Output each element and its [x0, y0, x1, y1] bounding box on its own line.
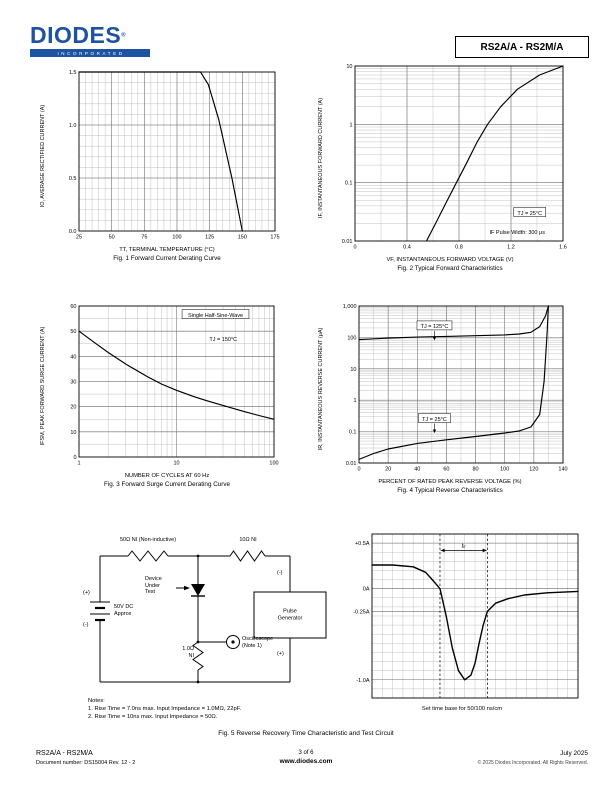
svg-text:0.1: 0.1 — [348, 429, 357, 436]
label-supply-minus: (-) — [83, 622, 89, 628]
label-10ohm: 10Ω NI — [239, 537, 257, 543]
label-pg-plus: (+) — [277, 651, 284, 657]
figure-3 — [38, 300, 285, 488]
fig2-y-axis-label: IF, INSTANTANEOUS FORWARD CURRENT (A) — [318, 97, 324, 219]
label-pulse-generator: Pulse Generator — [277, 608, 303, 621]
note-1: 1. Rise Time = 7.0ns max. Input Impedance = 1.0MΩ, 22pF. — [88, 705, 242, 712]
svg-text:40: 40 — [70, 354, 77, 361]
svg-text:50: 50 — [108, 234, 115, 241]
figure-4 — [316, 300, 573, 494]
logo-wordmark: DIODES — [30, 22, 122, 48]
svg-text:TJ = 125°C: TJ = 125°C — [420, 324, 449, 331]
fig5-waveform-plot — [342, 530, 582, 702]
svg-text:1.2: 1.2 — [507, 244, 515, 251]
svg-text:tᵣᵣ: tᵣᵣ — [461, 543, 466, 550]
footer-page-number: 3 of 6 — [298, 750, 314, 756]
svg-text:-1.0A: -1.0A — [356, 677, 370, 684]
svg-text:100: 100 — [347, 335, 357, 342]
svg-text:150: 150 — [237, 234, 247, 241]
svg-text:0: 0 — [73, 455, 77, 461]
label-device-under-test: Device Under Test — [145, 576, 162, 596]
svg-text:1.6: 1.6 — [559, 244, 567, 251]
resistor-1ohm — [193, 642, 203, 670]
svg-text:+0.5A: +0.5A — [354, 541, 370, 548]
svg-text:1: 1 — [77, 460, 81, 467]
svg-text:TJ = 25°C: TJ = 25°C — [517, 210, 543, 217]
svg-text:10: 10 — [350, 366, 357, 373]
svg-text:10: 10 — [346, 64, 353, 70]
svg-text:0: 0 — [357, 466, 361, 473]
svg-text:30: 30 — [70, 379, 77, 386]
fig1-y-axis-label: IO, AVERAGE RECTIFIED CURRENT (A) — [40, 104, 46, 208]
fig5-caption: Fig. 5 Reverse Recovery Time Characteristic and Test Circuit — [218, 730, 394, 737]
svg-text:TJ = 150°C: TJ = 150°C — [209, 337, 238, 344]
label-pg-minus: (-) — [277, 570, 283, 576]
label-supply: 50V DC Approx — [114, 604, 134, 617]
fig4-caption: Fig. 4 Typical Reverse Characteristics — [397, 487, 503, 494]
footer-date: July 2025 — [560, 750, 588, 757]
figure-5 — [0, 520, 612, 750]
svg-text:25: 25 — [75, 234, 83, 241]
fig1-caption: Fig. 1 Forward Current Derating Curve — [113, 255, 221, 262]
footer-doc-number: Document number: DS15004 Rev. 12 - 2 — [36, 760, 136, 766]
fig2-plot — [329, 60, 571, 256]
label-1ohm: 1.0Ω NI — [182, 646, 194, 659]
timebase-note: Set time base for 50/100 ns/cm — [421, 706, 503, 712]
svg-text:40: 40 — [414, 466, 421, 473]
note-2: 2. Rise Time = 10ns max. Input Impedance = 50Ω. — [88, 713, 218, 720]
svg-text:10: 10 — [173, 460, 180, 467]
svg-text:0.0: 0.0 — [68, 229, 77, 235]
fig3-x-axis-label: NUMBER OF CYCLES AT 60 Hz — [124, 473, 210, 479]
svg-text:20: 20 — [70, 404, 77, 411]
svg-text:0.5: 0.5 — [68, 176, 77, 182]
svg-text:140: 140 — [558, 466, 568, 473]
dut-pointer-arrow — [184, 586, 190, 591]
svg-text:120: 120 — [529, 466, 539, 473]
fig4-x-axis-label: PERCENT OF RATED PEAK REVERSE VOLTAGE (%) — [378, 479, 522, 485]
svg-text:-0.25A: -0.25A — [353, 609, 370, 616]
resistor-10ohm — [230, 551, 265, 561]
svg-text:0.1: 0.1 — [344, 180, 353, 187]
svg-text:1.5: 1.5 — [68, 70, 77, 76]
svg-text:100: 100 — [172, 234, 182, 241]
svg-text:175: 175 — [270, 234, 280, 241]
part-number-box: RS2A/A - RS2M/A — [455, 36, 589, 58]
dut-diode — [191, 584, 205, 596]
svg-text:1,000: 1,000 — [342, 304, 357, 310]
svg-text:75: 75 — [141, 234, 148, 241]
resistor-50ohm — [128, 551, 168, 561]
svg-text:1: 1 — [353, 398, 357, 405]
svg-text:1: 1 — [349, 122, 353, 129]
fig2-x-axis-label: VF, INSTANTANEOUS FORWARD VOLTAGE (V) — [386, 257, 514, 263]
notes-title: Notes: — [88, 698, 105, 704]
junction-dot — [197, 641, 200, 644]
svg-text:60: 60 — [70, 304, 77, 310]
fig4-plot — [329, 300, 571, 478]
svg-text:TJ = 25°C: TJ = 25°C — [422, 416, 447, 423]
fig1-x-axis-label: TT, TERMINAL TEMPERATURE (°C) — [119, 247, 215, 253]
svg-text:50: 50 — [70, 329, 77, 336]
circuit-notes — [88, 698, 241, 721]
svg-text:20: 20 — [385, 466, 392, 473]
junction-dot — [197, 555, 200, 558]
svg-text:0: 0 — [353, 244, 357, 251]
fig3-plot — [51, 300, 283, 472]
fig4-y-axis-label: IR, INSTANTANEOUS REVERSE CURRENT (μA) — [318, 327, 324, 451]
logo-incorporated-bar: INCORPORATED — [30, 49, 150, 57]
svg-text:125: 125 — [205, 234, 215, 241]
svg-text:0.01: 0.01 — [341, 239, 353, 245]
svg-text:IF Pulse Width: 300 μs: IF Pulse Width: 300 μs — [489, 230, 545, 237]
fig2-caption: Fig. 2 Typical Forward Characteristics — [397, 265, 503, 272]
oscilloscope-dot — [231, 640, 234, 643]
svg-text:0.8: 0.8 — [455, 244, 463, 251]
fig3-y-axis-label: IFSM, PEAK FORWARD SURGE CURRENT (A) — [40, 326, 46, 446]
svg-text:0A: 0A — [362, 586, 370, 593]
label-oscilloscope: Oscilloscope (Note 1) — [242, 636, 274, 649]
svg-text:100: 100 — [500, 466, 510, 473]
registered-mark-icon: ® — [121, 32, 126, 39]
footer-copyright: © 2025 Diodes Incorporated. All Rights Reserved. — [477, 760, 588, 766]
figure-2 — [316, 60, 573, 272]
svg-text:0.01: 0.01 — [345, 461, 357, 467]
figure-1 — [38, 66, 285, 262]
svg-text:60: 60 — [443, 466, 450, 473]
svg-text:100: 100 — [269, 460, 279, 467]
footer-url: www.diodes.com — [279, 758, 333, 765]
diodes-logo — [30, 24, 150, 57]
svg-text:1.0: 1.0 — [68, 123, 77, 129]
svg-text:0.4: 0.4 — [403, 244, 411, 251]
junction-dot — [197, 681, 200, 684]
svg-text:Single Half-Sine-Wave: Single Half-Sine-Wave — [187, 312, 244, 319]
svg-text:10: 10 — [70, 429, 77, 436]
fig1-plot — [51, 66, 283, 246]
footer-part-number: RS2A/A - RS2M/A — [36, 750, 93, 757]
fig3-caption: Fig. 3 Forward Surge Current Derating Curve — [104, 481, 230, 488]
label-supply-plus: (+) — [83, 590, 90, 596]
svg-text:80: 80 — [472, 466, 479, 473]
label-50ohm: 50Ω NI (Non-inductive) — [119, 537, 177, 543]
